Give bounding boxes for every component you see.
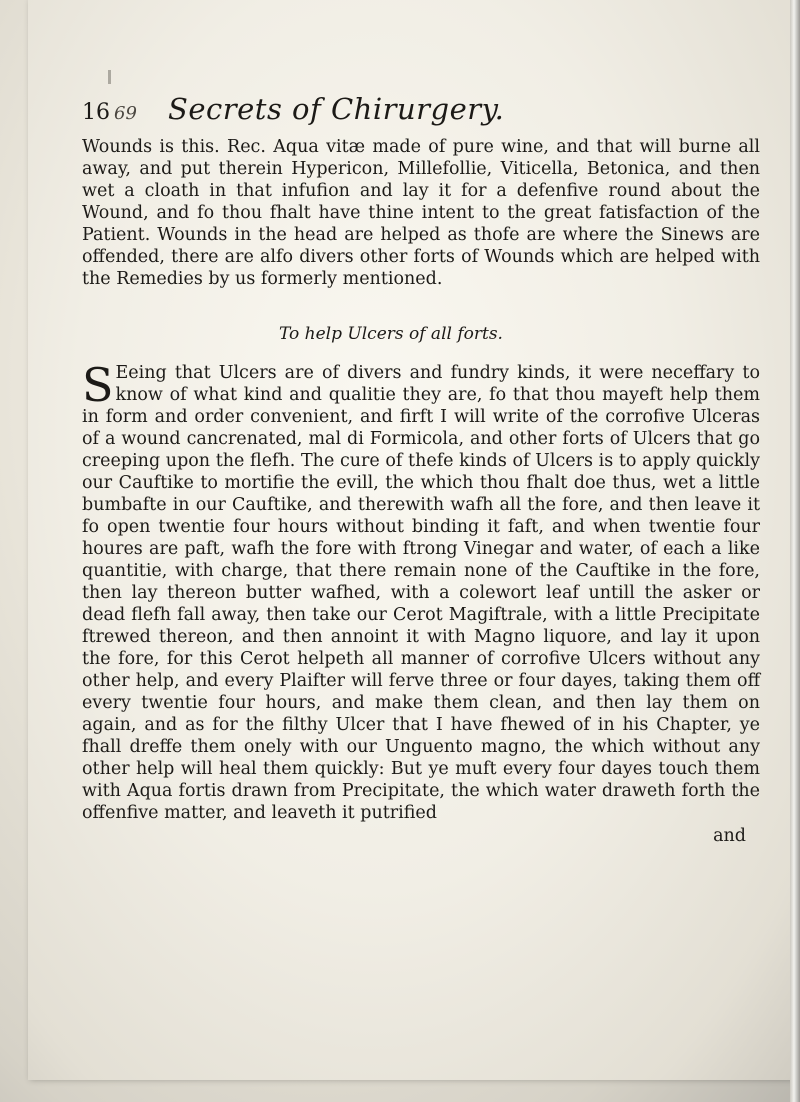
ink-bleed: [108, 70, 111, 84]
handwritten-page-mark: 69: [114, 103, 137, 124]
page-content: [82, 92, 760, 846]
drop-cap: S: [82, 358, 114, 412]
paragraph-ulcers: [82, 358, 760, 824]
paragraph-ulcers-text: Eeing that Ulcers are of divers and fundry kinds, it were neceffary to know of what kind and qualitie they are, fo that thou mayeft help them in form and order convenient, and firft I will write of the corrofive Ulceras of a wound cancrenated, mal di Formicola, and other forts of Ulcers that go creeping upon the flefh. The cure of thefe kinds of Ulcers is to apply quickly our Cauftike to mortifie the evill, the which thou fhalt doe thus, wet a little bumbafte in our Cauftike, and therewith wafh all the fore, and then leave it fo open twentie four hours without binding it faft, and when twentie four houres are paft, wafh the fore with ftrong Vinegar and water, of each a like quantitie, with charge, that there remain none of the Cauftike in the fore, then lay thereon butter wafhed, with a colewort leaf untill the asker or dead flefh fall away, then take our Cerot Magiftrale, with a little Precipitate ftrewed thereon, and then annoint it with Magno liquore, and lay it upon the fore, for this Cerot helpeth all manner of corrofive Ulcers without any other help, and every Plaifter will ferve three or four dayes, taking them off every twentie four hours, and make them clean, and then lay them on again, and as for the filthy Ulcer that I have fhewed of in his Chapter, ye fhall dreffe them onely with our Unguento magno, the which without any other help will heal them quickly: But ye muft every four dayes touch them with Aqua fortis drawn from Precipitate, the which water draweth forth the offenfive matter, and leaveth it putrified: [82, 363, 760, 823]
page-edge: [790, 0, 800, 1102]
running-head: [82, 92, 760, 132]
section-heading: To help Ulcers of all forts.: [279, 324, 503, 344]
paragraph-wounds: Wounds is this. Rec. Aqua vitæ made of pure wine, and that will burne all away, and put therein Hypericon, Millefollie, Viticella, Betonica, and then wet a cloath in that infufion and lay it for a defenfive round about the Wound, and fo thou fhalt have thine intent to the great fatisfaction of the Patient. Wounds in the head are helped as thofe are where the Sinews are offended, there are alfo divers other forts of Wounds which are helped with the Remedies by us formerly mentioned.: [82, 137, 760, 289]
running-title: Secrets of Chirurgery.: [168, 92, 505, 126]
catchword: and: [713, 826, 746, 846]
page-number: 16: [82, 100, 110, 125]
